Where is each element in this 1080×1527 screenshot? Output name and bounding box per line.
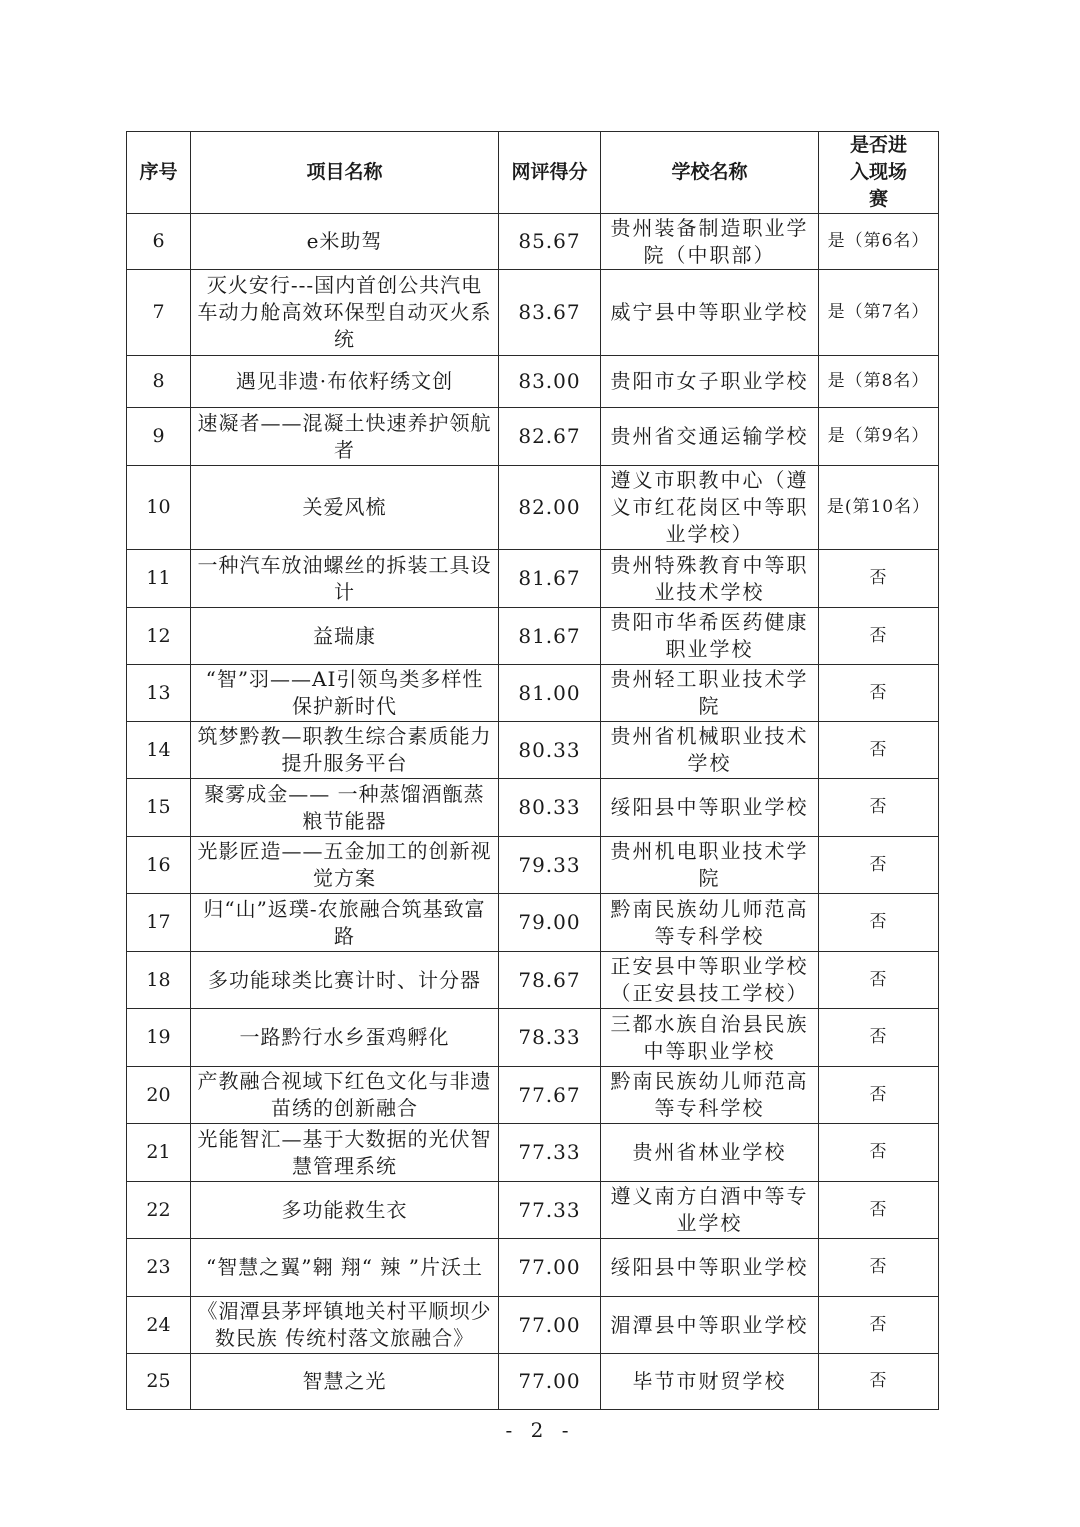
cell-index: 14: [127, 722, 191, 779]
cell-project: 光能智汇—基于大数据的光伏智慧管理系统: [191, 1124, 499, 1182]
cell-school: 湄潭县中等职业学校: [601, 1297, 819, 1354]
cell-school: 绥阳县中等职业学校: [601, 1239, 819, 1297]
cell-school: 贵州省林业学校: [601, 1124, 819, 1182]
table-row: [127, 608, 939, 665]
table-row: [127, 722, 939, 779]
cell-index: 17: [127, 894, 191, 952]
cell-school: 贵州省机械职业技术学校: [601, 722, 819, 779]
cell-school: 黔南民族幼儿师范高等专科学校: [601, 894, 819, 952]
cell-score: 85.67: [499, 214, 601, 270]
table-row: [127, 550, 939, 608]
cell-project: 归“山”返璞-农旅融合筑基致富路: [191, 894, 499, 952]
table-row: [127, 952, 939, 1009]
cell-index: 25: [127, 1354, 191, 1410]
cell-score: 83.00: [499, 356, 601, 408]
cell-advance: 否: [819, 665, 939, 722]
cell-score: 83.67: [499, 270, 601, 356]
cell-school: 贵州装备制造职业学院（中职部）: [601, 214, 819, 270]
cell-school: 贵州特殊教育中等职业技术学校: [601, 550, 819, 608]
table-row: [127, 1067, 939, 1124]
cell-score: 79.33: [499, 837, 601, 894]
cell-index: 11: [127, 550, 191, 608]
table-body: [127, 214, 939, 1410]
cell-advance: 否: [819, 722, 939, 779]
cell-project: 速凝者——混凝土快速养护领航者: [191, 408, 499, 466]
cell-project: 光影匠造——五金加工的创新视觉方案: [191, 837, 499, 894]
cell-advance: 是(第10名）: [819, 466, 939, 550]
cell-score: 77.00: [499, 1297, 601, 1354]
table-row: [127, 408, 939, 466]
cell-project: 遇见非遗·布依籽绣文创: [191, 356, 499, 408]
cell-advance: 是（第8名）: [819, 356, 939, 408]
cell-score: 77.00: [499, 1354, 601, 1410]
cell-advance: 否: [819, 1297, 939, 1354]
table-row: [127, 356, 939, 408]
cell-score: 81.00: [499, 665, 601, 722]
table-row: [127, 466, 939, 550]
cell-project: 智慧之光: [191, 1354, 499, 1410]
cell-project: “智”羽——AI引领鸟类多样性保护新时代: [191, 665, 499, 722]
cell-school: 毕节市财贸学校: [601, 1354, 819, 1410]
cell-index: 15: [127, 779, 191, 837]
cell-advance: 是（第7名）: [819, 270, 939, 356]
table-row: [127, 1182, 939, 1239]
cell-advance: 否: [819, 1124, 939, 1182]
cell-index: 23: [127, 1239, 191, 1297]
header-score: 网评得分: [499, 132, 601, 214]
cell-score: 80.33: [499, 722, 601, 779]
cell-project: 一路黔行水乡蛋鸡孵化: [191, 1009, 499, 1067]
table-row: [127, 779, 939, 837]
cell-project: e米助驾: [191, 214, 499, 270]
cell-project: 多功能救生衣: [191, 1182, 499, 1239]
cell-index: 6: [127, 214, 191, 270]
cell-project: 产教融合视域下红色文化与非遗苗绣的创新融合: [191, 1067, 499, 1124]
table-row: [127, 665, 939, 722]
cell-advance: 否: [819, 952, 939, 1009]
table-row: [127, 1354, 939, 1410]
cell-school: 三都水族自治县民族中等职业学校: [601, 1009, 819, 1067]
cell-index: 16: [127, 837, 191, 894]
cell-advance: 否: [819, 1182, 939, 1239]
cell-score: 77.67: [499, 1067, 601, 1124]
cell-index: 9: [127, 408, 191, 466]
cell-advance: 否: [819, 1067, 939, 1124]
cell-index: 18: [127, 952, 191, 1009]
cell-school: 贵阳市华希医药健康职业学校: [601, 608, 819, 665]
header-index: 序号: [127, 132, 191, 214]
cell-school: 威宁县中等职业学校: [601, 270, 819, 356]
cell-school: 绥阳县中等职业学校: [601, 779, 819, 837]
header-project: 项目名称: [191, 132, 499, 214]
cell-index: 7: [127, 270, 191, 356]
cell-school: 贵阳市女子职业学校: [601, 356, 819, 408]
cell-index: 21: [127, 1124, 191, 1182]
table-row: [127, 214, 939, 270]
cell-score: 81.67: [499, 608, 601, 665]
cell-index: 8: [127, 356, 191, 408]
cell-advance: 否: [819, 550, 939, 608]
cell-score: 81.67: [499, 550, 601, 608]
cell-index: 10: [127, 466, 191, 550]
cell-advance: 否: [819, 779, 939, 837]
table-row: [127, 894, 939, 952]
cell-advance: 是（第6名）: [819, 214, 939, 270]
header-school: 学校名称: [601, 132, 819, 214]
cell-school: 遵义南方白酒中等专业学校: [601, 1182, 819, 1239]
cell-school: 黔南民族幼儿师范高等专科学校: [601, 1067, 819, 1124]
table-row: [127, 837, 939, 894]
cell-index: 12: [127, 608, 191, 665]
cell-school: 贵州省交通运输学校: [601, 408, 819, 466]
cell-project: 聚雾成金—— 一种蒸馏酒甑蒸粮节能器: [191, 779, 499, 837]
cell-project: 灭火安行---国内首创公共汽电车动力舱高效环保型自动灭火系统: [191, 270, 499, 356]
results-table: [126, 131, 939, 1410]
cell-project: 一种汽车放油螺丝的拆装工具设计: [191, 550, 499, 608]
table-row: [127, 1124, 939, 1182]
cell-advance: 否: [819, 1354, 939, 1410]
cell-project: “智慧之翼”翱 翔“ 辣 ”片沃土: [191, 1239, 499, 1297]
cell-school: 遵义市职教中心（遵义市红花岗区中等职业学校）: [601, 466, 819, 550]
cell-score: 82.00: [499, 466, 601, 550]
cell-project: 多功能球类比赛计时、计分器: [191, 952, 499, 1009]
cell-score: 80.33: [499, 779, 601, 837]
cell-score: 78.33: [499, 1009, 601, 1067]
cell-advance: 否: [819, 837, 939, 894]
table-row: [127, 1297, 939, 1354]
cell-score: 79.00: [499, 894, 601, 952]
cell-index: 13: [127, 665, 191, 722]
cell-school: 正安县中等职业学校（正安县技工学校）: [601, 952, 819, 1009]
cell-project: 关爱风梳: [191, 466, 499, 550]
cell-school: 贵州机电职业技术学院: [601, 837, 819, 894]
cell-advance: 否: [819, 894, 939, 952]
cell-project: 《湄潭县茅坪镇地关村平顺坝少数民族 传统村落文旅融合》: [191, 1297, 499, 1354]
table-row: [127, 1239, 939, 1297]
cell-project: 益瑞康: [191, 608, 499, 665]
cell-score: 77.33: [499, 1124, 601, 1182]
cell-advance: 是（第9名）: [819, 408, 939, 466]
cell-index: 19: [127, 1009, 191, 1067]
cell-score: 78.67: [499, 952, 601, 1009]
cell-advance: 否: [819, 608, 939, 665]
cell-school: 贵州轻工职业技术学院: [601, 665, 819, 722]
table-row: [127, 270, 939, 356]
header-advance: 是否进入现场赛: [819, 132, 939, 214]
cell-project: 筑梦黔教—职教生综合素质能力提升服务平台: [191, 722, 499, 779]
table-header-row: [127, 132, 939, 214]
cell-index: 22: [127, 1182, 191, 1239]
cell-index: 24: [127, 1297, 191, 1354]
cell-index: 20: [127, 1067, 191, 1124]
cell-score: 77.00: [499, 1239, 601, 1297]
table-row: [127, 1009, 939, 1067]
cell-score: 82.67: [499, 408, 601, 466]
cell-advance: 否: [819, 1009, 939, 1067]
page-number: - 2 -: [505, 1418, 575, 1442]
cell-score: 77.33: [499, 1182, 601, 1239]
cell-advance: 否: [819, 1239, 939, 1297]
